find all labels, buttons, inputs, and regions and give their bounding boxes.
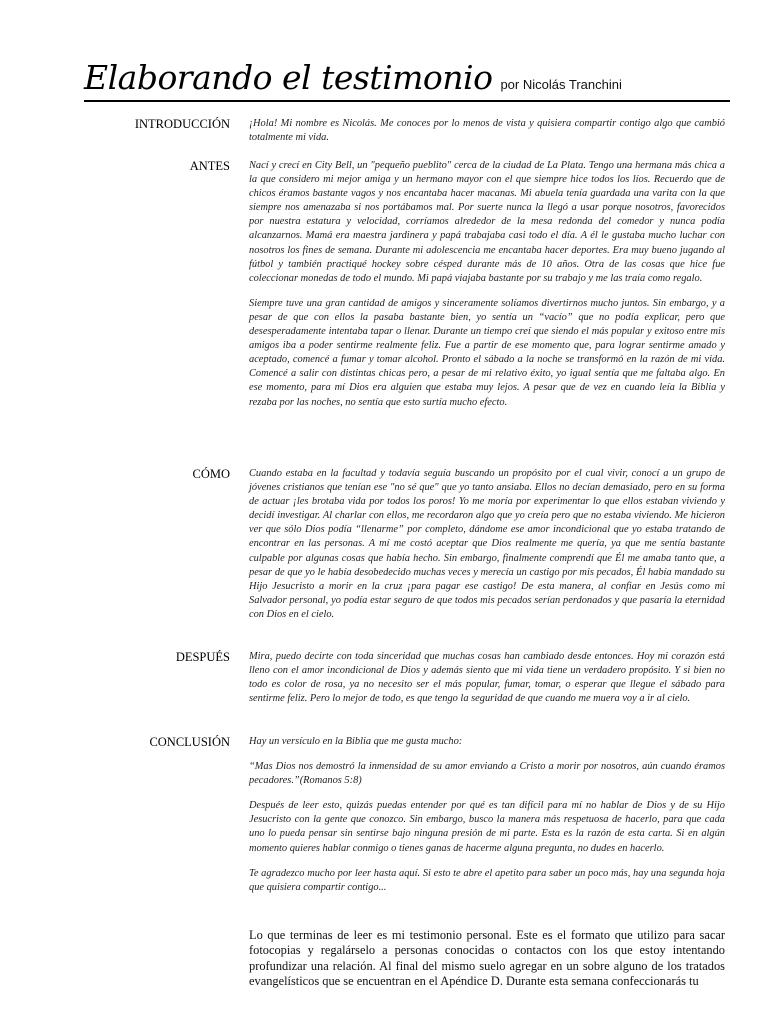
section-label-antes: ANTES <box>189 159 230 173</box>
section-label-despues: DESPUÉS <box>175 650 230 664</box>
title-row <box>84 58 622 97</box>
author-byline: por Nicolás Tranchini <box>500 77 622 92</box>
page-title: Elaborando el testimonio <box>84 58 493 97</box>
paragraph: Mira, puedo decirte con toda sinceridad que muchas cosas han cambiado desde entonces. Hoy mi corazón está lleno con el amor incondicional de Dios y además siento que mi vida tiene un verdadero propósito. Y si bien no todo es color de rosa, ya no necesito ser el más popular, fumar, tomar, o esperar que llegue el sábado para sentirme feliz. Pero lo mejor de todo, es que tengo la seguridad de que cuando me muera voy a ir al cielo. <box>249 651 725 705</box>
section-label-introduccion: INTRODUCCIÓN <box>134 117 230 131</box>
section-body-antes <box>249 159 725 421</box>
bible-quote: “Mas Dios nos demostró la inmensidad de su amor enviando a Cristo a morir por nosotros, aún cuando éramos pecadores.”(Romanos 5:8) <box>249 761 725 787</box>
paragraph: Siempre tuve una gran cantidad de amigos y sinceramente solíamos divertirnos mucho juntos. Sin embargo, y a pesar de que con ellos la pasaba bastante bien, yo sentía un “vacío” que no podía explicar, pero que desesperadamente intentaba tapar o llenar. Durante un tiempo creí que siendo el más popular y exitoso entre mis amigos iba a poder sentirme realmente feliz. Fue a partir de ese momento que, para lograr sentirme amado y aceptado, comencé a fumar y tomar alcohol. Pronto el sábado a la noche se transformó en la razón de mi vida. Comencé a salir con distintas chicas pero, a pesar de mi relativo éxito, yo igual sentía que me faltaba algo. En ese momento, para mí Dios era alguien que estaba muy lejos. A pesar que de vez en cuando leía la Biblia y rezaba por las noches, no sentía que esto surtía mucho efecto. <box>249 297 725 408</box>
paragraph: Hay un versículo en la Biblia que me gusta mucho: <box>249 736 463 747</box>
section-body-introduccion <box>249 117 725 156</box>
section-label-como: CÓMO <box>192 467 230 481</box>
title-rule <box>84 100 730 102</box>
paragraph: Te agradezco mucho por leer hasta aquí. Si esto te abre el apetito para saber un poco más, hay una segunda hoja que quisiera compartir contigo... <box>249 867 725 893</box>
section-body-como <box>249 467 725 633</box>
paragraph: Después de leer esto, quizás puedas entender por qué es tan difícil para mí no hablar de Dios y de su Hijo Jesucristo con la gente que conozco. Sin embargo, busco la manera más respetuosa de hacerlo, para que cada uno lo pueda pensar sin sentirse bajo ninguna presión de mi parte. Esta es la razón de esta carta. Si en algún momento quieres hablar conmigo o tienes ganas de hacerme alguna pregunta, no dudes en hacerlo. <box>249 800 725 854</box>
paragraph: ¡Hola! Mi nombre es Nicolás. Me conoces por lo menos de vista y quisiera compartir contigo algo que cambió totalmente mi vida. <box>249 118 725 144</box>
section-label-conclusion: CONCLUSIÓN <box>149 735 230 749</box>
paragraph: Cuando estaba en la facultad y todavía seguía buscando un propósito por el cual vivir, conocí a un grupo de jóvenes cristianos que tenían ese "no sé que" que yo tanto ansiaba. Ellos no decían demasiado, pero en su forma de actuar ¡les brotaba vida por todos los poros! Yo me moría por experimentar lo que ellos estaban viviendo y decidí investigar. Al charlar con ellos, me recordaron algo que yo creía pero que no estaba viviendo. Me hicieron ver que sólo Dios podía “llenarme” por completo, dándome ese amor incondicional que yo estaba tratando de encontrar en las personas. A mí me costó aceptar que Dios realmente me quería, ya que me sentía bastante culpable por algunas cosas que había hecho. Sin embargo, finalmente comprendí que Él me amaba tanto que, a pesar de que yo le había desobedecido muchas veces y merecía un castigo por mis pecados, Él había mandado su Hijo Jesucristo a morir en la cruz ¡para pagar ese castigo! De esta manera, al confiar en Jesús como mi Salvador personal, yo podía estar seguro de que todos mis pecados serían perdonados y que pasaría la eternidad con Dios en el cielo. <box>249 468 725 620</box>
instructional-footer-text: Lo que terminas de leer es mi testimonio personal. Este es el formato que utilizo para sacar fotocopias y regalárselo a personas conocidas o contactos con los que estoy intentando profundizar una relación. Al final del mismo suelo agregar en un sobre alguno de los tratados evangelísticos que se encuentran en el Apéndice D. Durante esta semana confeccionarás tu <box>249 928 725 989</box>
paragraph: Nací y crecí en City Bell, un "pequeño pueblito" cerca de la ciudad de La Plata. Tengo una hermana más chica a la que considero mi mejor amiga y un hermano mayor con el que siempre hice todos los líos. Recuerdo que de chicos éramos bastante vagos y nos encantaba hacer macanas. Mi abuela tenía guardada una varita con la que siempre nos amenazaba si nos portábamos mal. Por suerte nunca la llegó a usar porque nosotros, favorecidos por nuestra estatura y velocidad, corríamos alrededor de la mesa redonda del comedor y nunca podía alcanzarnos. Mamá era maestra jardinera y papá trabajaba casi todo el día. A él le gustaba mucho luchar con nosotros los fines de semana. Durante mi adolescencia me encantaba hacer deportes. Era muy bueno jugando al fútbol y también practiqué hockey sobre césped durante más de 10 años. Otra de las cosas que hice fue coleccionar monedas de todo el mundo. Mi papá viajaba bastante por su trabajo y me las traía como regalo. <box>249 160 725 284</box>
section-body-conclusion <box>249 735 725 906</box>
section-body-despues <box>249 650 725 717</box>
